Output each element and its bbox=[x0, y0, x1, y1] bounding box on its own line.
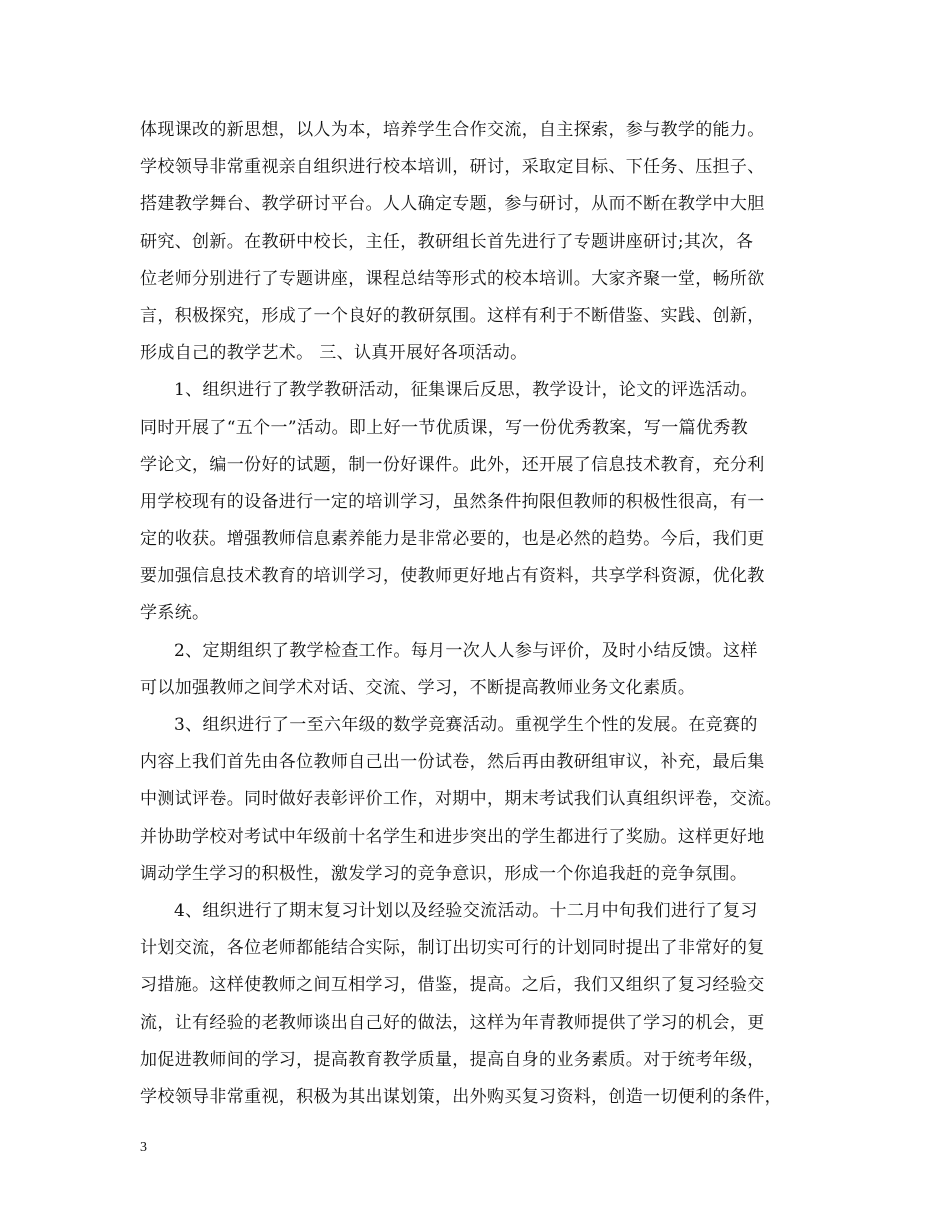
page-number: 3 bbox=[140, 1140, 147, 1155]
text-line: 学系统。 bbox=[140, 603, 210, 624]
paragraph-start-line: 2、定期组织了教学检查工作。每月一次人人参与评价，及时小结反馈。这样 bbox=[174, 640, 758, 661]
text-line: 调动学生学习的积极性，激发学习的竞争意识，形成一个你追我赶的竞争氛围。 bbox=[140, 863, 748, 884]
text-line: 要加强信息技术教育的培训学习，使教师更好地占有资料，共享学科资源，优化教 bbox=[140, 566, 765, 587]
text-line: 体现课改的新思想，以人为本，培养学生合作交流，自主探索，参与教学的能力。 bbox=[140, 120, 765, 140]
text-line: 加促进教师间的学习，提高教育教学质量，提高自身的业务素质。对于统考年级， bbox=[140, 1049, 765, 1070]
text-line: 用学校现有的设备进行一定的培训学习，虽然条件拘限但教师的积极性很高，有一 bbox=[140, 491, 765, 512]
text-line: 言，积极探究，形成了一个良好的教研氛围。这样有利于不断借鉴、实践、创新， bbox=[140, 305, 765, 326]
text-line: 定的收获。增强教师信息素养能力是非常必要的，也是必然的趋势。今后，我们更 bbox=[140, 529, 765, 550]
paragraph-start-line: 3、组织进行了一至六年级的数学竞赛活动。重视学生个性的发展。在竞赛的 bbox=[174, 715, 758, 735]
paragraph-start-line: 4、组织进行了期末复习计划以及经验交流活动。十二月中旬我们进行了复习 bbox=[174, 900, 758, 921]
text-line: 搭建教学舞台、教学研讨平台。人人确定专题，参与研讨，从而不断在教学中大胆 bbox=[140, 194, 765, 215]
text-line: 学论文，编一份好的试题，制一份好课件。此外，还开展了信息技术教育，充分利 bbox=[140, 454, 765, 475]
text-line: 计划交流，各位老师都能结合实际，制订出切实可行的计划同时提出了非常好的复 bbox=[140, 938, 765, 959]
text-line: 流，让有经验的老教师谈出自己好的做法，这样为年青教师提供了学习的机会，更 bbox=[140, 1012, 765, 1033]
text-line: 学校领导非常重视亲自组织进行校本培训，研讨，采取定目标、下任务、压担子、 bbox=[140, 157, 765, 178]
text-line: 学校领导非常重视，积极为其出谋划策，出外购买复习资料，创造一切便利的条件， bbox=[140, 1086, 782, 1107]
text-line: 并协助学校对考试中年级前十名学生和进步突出的学生都进行了奖励。这样更好地 bbox=[140, 826, 765, 847]
text-line: 形成自己的教学艺术。 三、认真开展好各项活动。 bbox=[140, 343, 528, 364]
text-line: 位老师分别进行了专题讲座，课程总结等形式的校本培训。大家齐聚一堂，畅所欲 bbox=[140, 268, 765, 289]
text-line: 习措施。这样使教师之间互相学习，借鉴，提高。之后，我们又组织了复习经验交 bbox=[140, 975, 765, 996]
paragraph-start-line: 1、组织进行了教学教研活动，征集课后反思，教学设计，论文的评选活动。 bbox=[174, 380, 758, 401]
body-text bbox=[140, 112, 830, 1116]
text-line: 中测试评卷。同时做好表彰评价工作，对期中，期末考试我们认真组织评卷，交流。 bbox=[140, 789, 782, 810]
text-line: 内容上我们首先由各位教师自己出一份试卷，然后再由教研组审议，补充，最后集 bbox=[140, 752, 765, 773]
text-line: 可以加强教师之间学术对话、交流、学习，不断提高教师业务文化素质。 bbox=[140, 677, 696, 698]
text-line: 同时开展了“五个一”活动。即上好一节优质课，写一份优秀教案，写一篇优秀教 bbox=[140, 417, 748, 438]
text-line: 研究、创新。在教研中校长，主任，教研组长首先进行了专题讲座研讨;其次，各 bbox=[140, 231, 754, 252]
